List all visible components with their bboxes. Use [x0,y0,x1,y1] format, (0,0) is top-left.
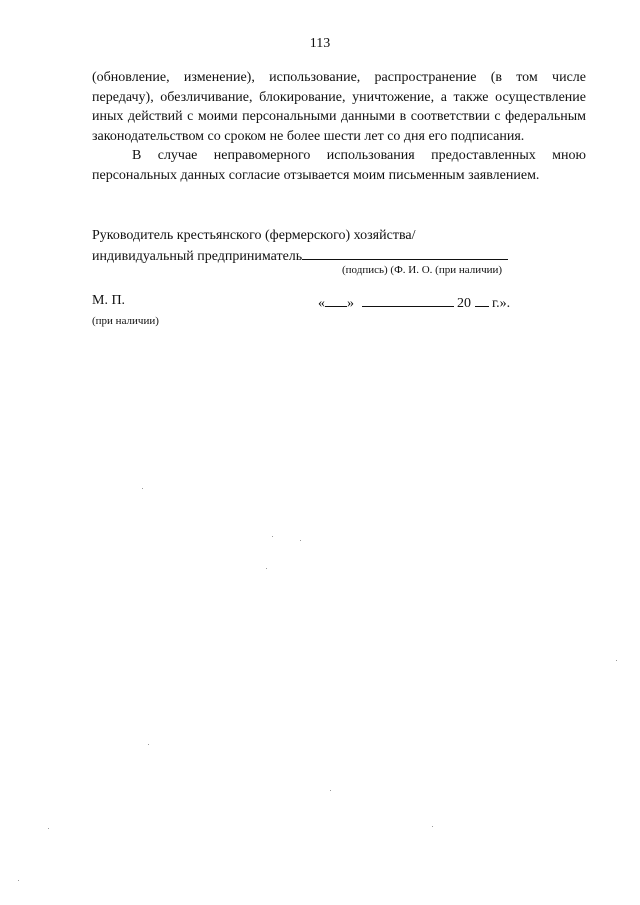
year-field[interactable] [475,293,489,307]
signature-caption: (подпись) (Ф. И. О. (при наличии) [342,264,503,276]
signer-role-line1: Руководитель крестьянского (фермерского) хозяйства/ [92,228,416,243]
signer-role-label: индивидуальный предприниматель [92,249,303,264]
date-open-quote: « [318,296,325,311]
date-line [318,293,510,312]
page-number: 113 [309,36,331,51]
stamp-caption: (при наличии) [92,315,159,327]
scan-speck [18,880,19,881]
paragraph-withdrawal: В случае неправомерного использования предоставленных мною персональных данных согласие отзывается моим письменным заявлением. [92,148,586,183]
consent-text [92,68,586,186]
scan-speck [272,536,273,537]
date-suffix: г.». [492,296,511,311]
scan-speck [330,790,331,791]
signer-role-line2 [92,245,532,266]
signature-block [92,226,532,266]
stamp-label: М. П. [92,293,126,308]
scan-speck [616,660,617,661]
date-close-quote: » [347,296,354,311]
scan-speck [300,540,301,541]
scan-speck [432,826,433,827]
scan-speck [142,488,143,489]
scan-speck [266,568,267,569]
year-prefix: 20 [457,296,471,311]
scan-speck [148,744,149,745]
paragraph-consent-terms: (обновление, изменение), использование, распространение (в том числе передачу), обезличивание, блокирование, уничтожение, а также осуществление иных действий с моими персональными данными в соответствии с федеральным законодательством со сроком не более шести лет со дня его подписания. [92,70,586,144]
day-field[interactable] [325,293,347,307]
signature-field[interactable] [302,245,508,260]
scan-speck [48,828,49,829]
month-field[interactable] [362,293,454,307]
